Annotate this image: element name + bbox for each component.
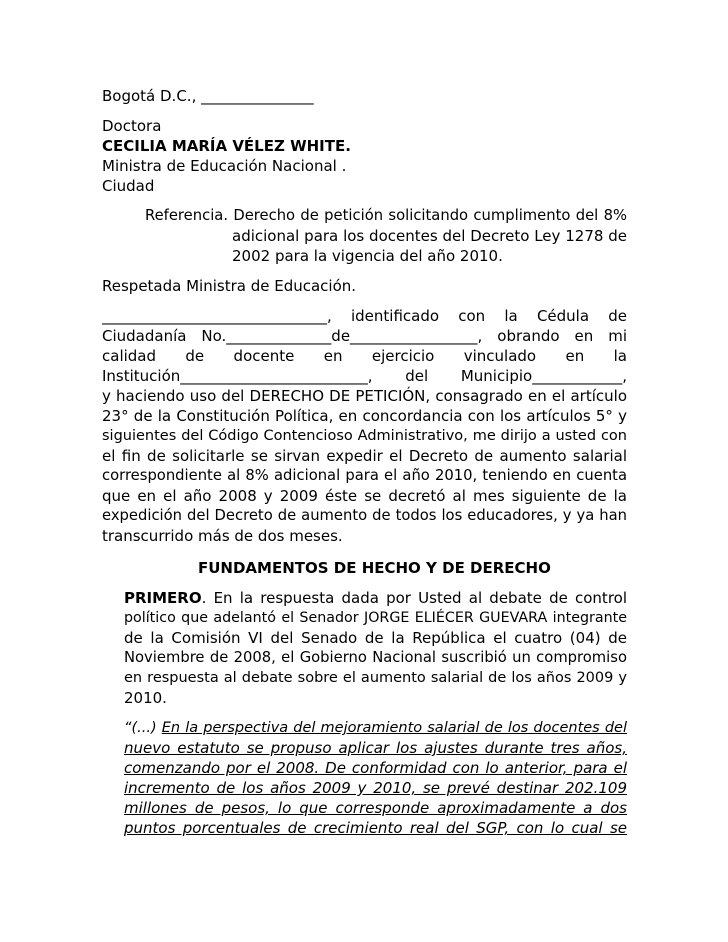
paragraph-line: que en el año 2008 y 2009 éste se decretó al mes siguiente de la: [102, 487, 627, 505]
quote-line: millones de pesos, lo que corresponde aproximadamente a dos: [124, 799, 627, 817]
paragraph-line: de la Comisión VI del Senado de la República el cuatro (04) de: [124, 629, 627, 647]
quote-line: incremento de los años 2009 y 2010, se prevé destinar 202.109: [124, 779, 627, 797]
paragraph-line: Institución_________________________, del Municipio____________,: [102, 367, 627, 385]
paragraph-line: el fin de solicitarle se sirvan expedir el Decreto de aumento salarial: [102, 447, 627, 465]
paragraph-line: correspondiente al 8% adicional para el año 2010, teniendo en cuenta: [102, 467, 627, 484]
section-heading: FUNDAMENTOS DE HECHO Y DE DERECHO: [198, 559, 551, 577]
quote-line: nuevo estatuto se propuso aplicar los ajustes durante tres años,: [124, 739, 627, 757]
paragraph-line: ______________________________, identificado con la Cédula de: [102, 307, 627, 325]
paragraph-line: transcurrido más de dos meses.: [102, 527, 343, 545]
paragraph-line: expedición del Decreto de aumento de todos los educadores, y ya han: [102, 507, 627, 524]
quote-line: [124, 718, 627, 738]
paragraph-line: político que adelantó el Senador JORGE ELIÉCER GUEVARA integrante: [124, 610, 627, 626]
quote-first-line: En la perspectiva del mejoramiento salarial de los docentes del: [161, 720, 627, 736]
paragraph-line: 23° de la Constitución Política, en concordancia con los artículos 5° y: [102, 407, 627, 425]
salutation: Respetada Ministra de Educación.: [102, 277, 357, 295]
quote-opening: “(...): [124, 720, 162, 736]
place-date-line: Bogotá D.C., _______________: [102, 87, 314, 105]
quote-line: puntos porcentuales de crecimiento real del SGP, con lo cual se: [124, 819, 627, 837]
addressee-city: Ciudad: [102, 177, 155, 195]
primero-first-line: . En la respuesta dada por Usted al debate de control: [201, 589, 627, 607]
paragraph-line: calidad de docente en ejercicio vinculado en la: [102, 347, 627, 365]
paragraph-line: Noviembre de 2008, el Gobierno Nacional suscribió un compromiso: [124, 649, 627, 666]
reference-line: 2002 para la vigencia del año 2010.: [232, 247, 503, 265]
paragraph-line: y haciendo uso del DERECHO DE PETICIÓN, consagrado en el artículo: [102, 387, 627, 405]
quote-line: comenzando por el 2008. De conformidad con lo anterior, para el: [124, 759, 627, 777]
addressee-title: Doctora: [102, 117, 162, 135]
paragraph-line: siguientes del Código Contencioso Administrativo, me dirijo a usted con: [102, 428, 627, 444]
paragraph-line: [124, 588, 627, 608]
paragraph-line: Ciudadanía No.______________de_________________, obrando en mi: [102, 327, 627, 345]
addressee-name: CECILIA MARÍA VÉLEZ WHITE.: [102, 137, 351, 155]
addressee-position: Ministra de Educación Nacional .: [102, 157, 347, 175]
reference-line: Referencia. Derecho de petición solicitando cumplimento del 8%: [145, 207, 627, 224]
reference-line: adicional para los docentes del Decreto Ley 1278 de: [232, 227, 627, 245]
paragraph-line: 2010.: [124, 689, 167, 707]
paragraph-line: en respuesta al debate sobre el aumento salarial de los años 2009 y: [124, 670, 627, 686]
primero-label: PRIMERO: [124, 589, 202, 607]
